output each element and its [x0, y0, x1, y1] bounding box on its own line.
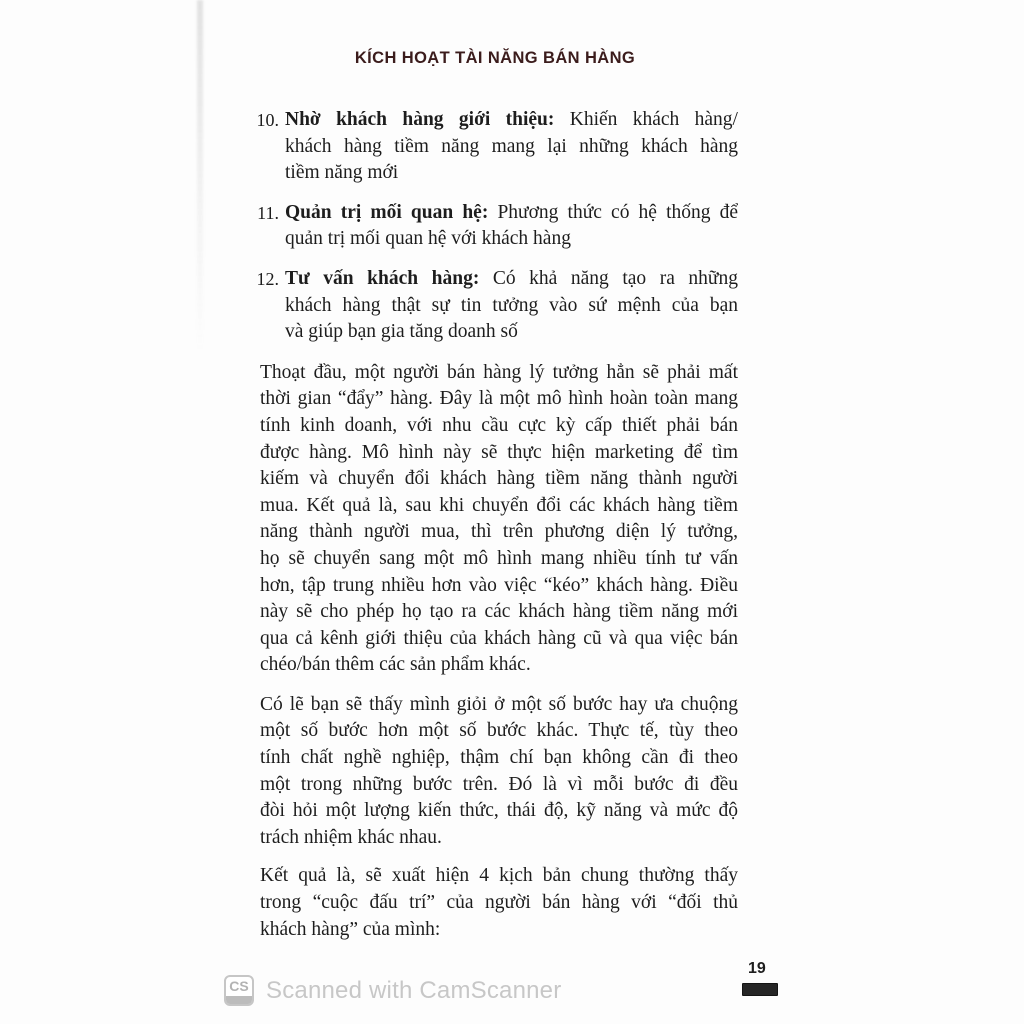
text-line: qua cả kênh giới thiệu của khách hàng cũ và qua việc bán: [260, 627, 738, 649]
text-line: tính chất nghề nghiệp, thậm chí bạn không cần đi theo: [260, 747, 738, 769]
list-item-12: [252, 266, 738, 346]
list-item-text: [285, 107, 738, 187]
list-item-11: [252, 200, 738, 253]
list-number: 12.: [256, 268, 279, 289]
text-line: trách nhiệm khác nhau.: [260, 826, 442, 848]
paragraph-3: [260, 863, 738, 943]
text-line: này sẽ cho phép họ tạo ra các khách hàng tiềm năng mới: [260, 601, 738, 623]
list-number: 11.: [257, 202, 279, 223]
list-item-lead: Tư vấn khách hàng:: [285, 267, 480, 289]
camscanner-logo-bar: [226, 996, 252, 1004]
text-line: kiếm và chuyển đổi khách hàng tiềm năng thành người: [260, 468, 738, 490]
text-line: được hàng. Mô hình này sẽ thực hiện marketing để tìm: [260, 441, 738, 463]
chapter-header: KÍCH HOẠT TÀI NĂNG BÁN HÀNG: [354, 49, 636, 67]
camscanner-logo-icon: [224, 975, 254, 1006]
page-number: 19: [748, 960, 766, 977]
list-item-lines: [285, 293, 738, 346]
list-item-lead-rest: Khiến khách hàng/: [554, 109, 738, 130]
text-line: và giúp bạn gia tăng doanh số: [285, 321, 518, 343]
text-line: khách hàng thật sự tin tưởng vào sứ mệnh của bạn: [285, 294, 738, 316]
list-item-text: [285, 266, 738, 346]
text-line: chéo/bán thêm các sản phẩm khác.: [260, 654, 531, 676]
text-line: Thoạt đầu, một người bán hàng lý tưởng hẳn sẽ phải mất: [260, 361, 738, 383]
text-line: khách hàng tiềm năng mang lại những khách hàng: [285, 135, 738, 157]
paragraph-1: [260, 360, 738, 679]
text-line: quản trị mối quan hệ với khách hàng: [285, 228, 571, 250]
text-line: Kết quả là, sẽ xuất hiện 4 kịch bản chung thường thấy: [260, 865, 738, 887]
text-line: tiềm năng mới: [285, 162, 399, 184]
text-line: thời gian “đẩy” hàng. Đây là một mô hình hoàn toàn mang: [260, 388, 738, 410]
text-line: trong “cuộc đấu trí” của người bán hàng với “đối thủ: [260, 892, 738, 914]
text-line: khách hàng” của mình:: [260, 918, 441, 940]
text-line: một số bước hơn một số bước khác. Thực tế, tùy theo: [260, 720, 738, 742]
list-item-text: [285, 200, 738, 253]
text-line: [285, 200, 738, 227]
list-item-lead-rest: Có khả năng tạo ra những: [479, 267, 738, 289]
ink-mark: [742, 983, 778, 996]
camscanner-watermark: [224, 975, 561, 1006]
list-item-lines: [285, 226, 738, 253]
text-line: năng thành người mua, thì trên phương diện lý tưởng,: [260, 521, 738, 543]
text-line: đòi hỏi một lượng kiến thức, thái độ, kỹ năng và mức độ: [260, 800, 738, 822]
list-item-lead: Quản trị mối quan hệ:: [285, 201, 489, 223]
list-item-10: [252, 107, 738, 187]
text-line: [285, 266, 738, 293]
text-line: Có lẽ bạn sẽ thấy mình giỏi ở một số bước hay ưa chuộng: [260, 693, 738, 715]
list-number: 10.: [256, 110, 279, 130]
text-line: tính kinh doanh, với nhu cầu cực kỳ cấp thiết phải bán: [260, 414, 738, 436]
camscanner-watermark-text: Scanned with CamScanner: [266, 976, 562, 1004]
camscanner-logo-text: CS: [229, 978, 249, 994]
list-item-lead: Nhờ khách hàng giới thiệu:: [285, 109, 555, 130]
text-line: hơn, tập trung nhiều hơn vào việc “kéo” khách hàng. Điều: [260, 574, 738, 596]
list-item-lead-rest: Phương thức có hệ thống để: [488, 201, 738, 223]
text-line: [285, 107, 738, 134]
text-line: họ sẽ chuyển sang một mô hình mang nhiều tính tư vấn: [260, 547, 738, 569]
text-line: mua. Kết quả là, sau khi chuyển đổi các khách hàng tiềm: [260, 494, 738, 516]
list-item-lines: [285, 134, 738, 187]
scan-edge-shadow: [197, 0, 203, 352]
page-body: [252, 107, 738, 943]
paragraph-2: [260, 692, 738, 852]
text-line: một trong những bước trên. Đó là vì mỗi bước đi đều: [260, 773, 738, 795]
